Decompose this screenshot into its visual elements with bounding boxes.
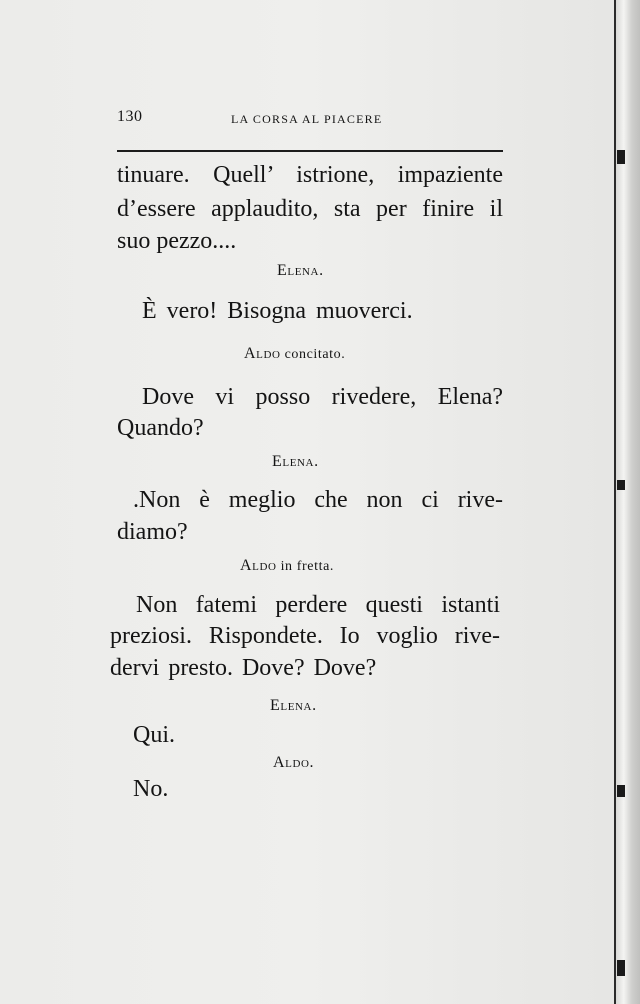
spine-mark [617,480,625,490]
spine-mark [617,785,625,797]
header-rule [117,150,503,152]
text-line: È vero! Bisogna muoverci. [142,298,413,324]
speaker-name: Aldo. [273,754,315,771]
speaker-label [244,345,345,363]
running-title: LA CORSA AL PIACERE [231,112,383,126]
stage-direction: in fretta. [280,559,334,574]
speaker-name: Elena. [270,697,317,714]
speaker-label [272,453,319,471]
speaker-name: Elena. [272,453,319,470]
text-line: diamo? [117,519,188,545]
speaker-label [273,754,314,772]
text-line: tinuare. Quell’ istrione, impaziente [117,162,503,188]
text-line: No. [133,776,169,802]
text-line: .Non è meglio che non ci rive- [133,487,503,513]
speaker-name: Aldo [244,345,281,362]
spine-mark [617,150,625,164]
page-number: 130 [117,108,143,125]
text-line: Non fatemi perdere questi istanti [136,592,500,618]
speaker-label [240,557,334,575]
page-header [117,108,503,132]
text-line: dervi presto. Dove? Dove? [110,655,377,681]
speaker-label [270,697,317,715]
stage-direction: concitato. [284,347,346,362]
speaker-name: Elena. [277,262,324,279]
text-line: preziosi. Rispondete. Io voglio rive- [110,623,500,649]
speaker-name: Aldo [240,557,277,574]
text-line: Dove vi posso rivedere, Elena? [142,384,503,410]
text-line: Quando? [117,415,204,441]
text-line: suo pezzo.... [117,228,237,254]
spine-mark [617,960,625,976]
text-line: Qui. [133,722,175,748]
text-line: d’essere applaudito, sta per finire il [117,196,503,222]
speaker-label [277,262,324,280]
